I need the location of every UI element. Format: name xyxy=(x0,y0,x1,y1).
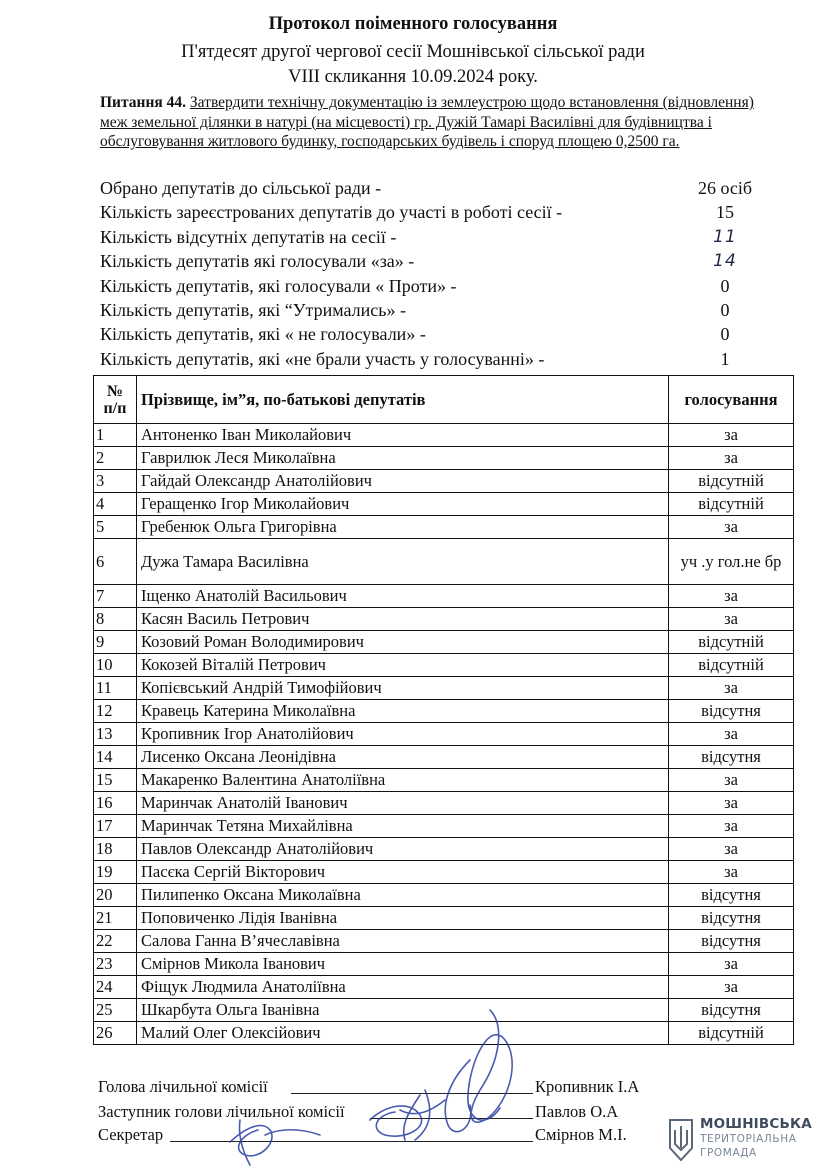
deputy-name: Маринчак Тетяна Михайлівна xyxy=(137,815,669,838)
table-row xyxy=(94,930,794,953)
header-name: Прізвище, ім”я, по-батькові депутатів xyxy=(137,376,669,424)
table-row xyxy=(94,907,794,930)
deputy-name: Дужа Тамара Василівна xyxy=(137,539,669,585)
table-row xyxy=(94,677,794,700)
vote-result: за xyxy=(669,976,794,999)
row-number: 14 xyxy=(94,746,137,769)
row-number: 6 xyxy=(94,539,137,585)
question-text: Затвердити технічну документацію із землеустрою щодо встановлення (відновлення) меж земельної ділянки в натурі (на місцевості) гр. Дужій Тамарі Василівні для будівництва і обслуговування житлового будинку, господарських будівель і споруд площею 0,2500 га. xyxy=(100,94,754,150)
stat-label: Кількість депутатів які голосували «за» - xyxy=(100,251,415,272)
table-row xyxy=(94,792,794,815)
deputy-name: Поповиченко Лідія Іванівна xyxy=(137,907,669,930)
stat-row xyxy=(100,176,790,200)
table-row xyxy=(94,861,794,884)
stat-row xyxy=(100,249,790,273)
table-row xyxy=(94,746,794,769)
vote-result: відсутня xyxy=(669,884,794,907)
table-row xyxy=(94,608,794,631)
stat-label: Кількість депутатів, які “Утримались» - xyxy=(100,299,406,320)
vote-result: за xyxy=(669,792,794,815)
row-number: 15 xyxy=(94,769,137,792)
table-row xyxy=(94,838,794,861)
stat-row xyxy=(100,200,790,224)
table-row xyxy=(94,470,794,493)
table-row xyxy=(94,815,794,838)
deputy-name: Фіщук Людмила Анатоліївна xyxy=(137,976,669,999)
stat-value: 26 осіб xyxy=(697,178,753,198)
vote-result: уч .у гол.не бр xyxy=(669,539,794,585)
deputy-name: Козовий Роман Володимирович xyxy=(137,631,669,654)
session-title: П'ятдесят другої чергової сесії Мошнівської сільської ради xyxy=(181,42,645,62)
table-row xyxy=(94,976,794,999)
deputy-name: Малий Олег Олексійович xyxy=(137,1022,669,1045)
deputy-name: Пилипенко Оксана Миколаївна xyxy=(137,884,669,907)
deputy-name: Гребенюк Ольга Григорівна xyxy=(137,516,669,539)
stat-row xyxy=(100,322,790,346)
header-num-line1: № xyxy=(106,382,124,400)
row-number: 7 xyxy=(94,585,137,608)
deputy-name: Кравець Катерина Миколаївна xyxy=(137,700,669,723)
table-row xyxy=(94,516,794,539)
vote-result: відсутня xyxy=(669,930,794,953)
deputy-name: Смірнов Микола Іванович xyxy=(137,953,669,976)
signature-row-chair xyxy=(98,1077,698,1099)
stat-label: Кількість відсутніх депутатів на сесії - xyxy=(100,226,397,247)
vote-result: відсутня xyxy=(669,746,794,769)
stat-value: 0 xyxy=(720,275,730,296)
vote-result: за xyxy=(669,838,794,861)
row-number: 25 xyxy=(94,999,137,1022)
row-number: 1 xyxy=(94,424,137,447)
deputy-name: Копієвський Андрій Тимофійович xyxy=(137,677,669,700)
stat-label: Кількість зареєстрованих депутатів до участі в роботі сесії - xyxy=(100,202,563,223)
vote-result: за xyxy=(669,516,794,539)
deputy-name: Кокозей Віталій Петрович xyxy=(137,654,669,677)
votes-body xyxy=(94,424,794,1045)
deputy-name: Геращенко Ігор Миколайович xyxy=(137,493,669,516)
stat-row xyxy=(100,347,790,371)
signature-role: Заступник голови лічильної комісії xyxy=(98,1102,345,1121)
deputy-name: Шкарбута Ольга Іванівна xyxy=(137,999,669,1022)
stat-row xyxy=(100,225,790,249)
deputy-name: Гайдай Олександр Анатолійович xyxy=(137,470,669,493)
row-number: 19 xyxy=(94,861,137,884)
vote-result: відсутній xyxy=(669,493,794,516)
header-num-line2: п/п xyxy=(103,399,127,417)
signature-line xyxy=(170,1141,533,1142)
table-row xyxy=(94,654,794,677)
row-number: 16 xyxy=(94,792,137,815)
row-number: 13 xyxy=(94,723,137,746)
row-number: 12 xyxy=(94,700,137,723)
header-num xyxy=(94,376,137,424)
row-number: 2 xyxy=(94,447,137,470)
votes-table xyxy=(93,375,794,1045)
deputy-name: Іщенко Анатолій Васильович xyxy=(137,585,669,608)
vote-result: за xyxy=(669,861,794,884)
table-row xyxy=(94,585,794,608)
protocol-title: Протокол поіменного голосування xyxy=(268,14,558,34)
signature-row-deputy xyxy=(98,1102,698,1124)
vote-result: за xyxy=(669,815,794,838)
trident-emblem-icon xyxy=(668,1118,694,1162)
row-number: 5 xyxy=(94,516,137,539)
vote-result: за xyxy=(669,447,794,470)
row-number: 24 xyxy=(94,976,137,999)
signature-name: Павлов О.А xyxy=(535,1102,619,1121)
deputy-name: Лисенко Оксана Леонідівна xyxy=(137,746,669,769)
row-number: 8 xyxy=(94,608,137,631)
stat-label: Обрано депутатів до сільської ради - xyxy=(100,178,382,198)
convocation-date: VIII скликання 10.09.2024 року. xyxy=(288,67,538,87)
table-row xyxy=(94,999,794,1022)
table-row xyxy=(94,447,794,470)
signature-row-secretary xyxy=(98,1125,698,1147)
signature-name: Кропивник І.А xyxy=(535,1077,640,1096)
table-row xyxy=(94,424,794,447)
table-row xyxy=(94,953,794,976)
table-header-row xyxy=(94,376,794,424)
header-vote: голосування xyxy=(669,376,794,424)
stat-value: 11 xyxy=(713,226,737,247)
community-logo xyxy=(668,1116,818,1164)
vote-result: відсутній xyxy=(669,654,794,677)
row-number: 18 xyxy=(94,838,137,861)
signature-name: Смірнов М.І. xyxy=(535,1125,627,1144)
table-row xyxy=(94,723,794,746)
table-row xyxy=(94,631,794,654)
stat-value: 0 xyxy=(720,324,730,345)
vote-result: відсутня xyxy=(669,907,794,930)
vote-result: відсутній xyxy=(669,470,794,493)
logo-subtitle-1: ТЕРИТОРІАЛЬНА xyxy=(700,1133,797,1145)
vote-result: за xyxy=(669,769,794,792)
deputy-name: Гаврилюк Леся Миколаївна xyxy=(137,447,669,470)
deputy-name: Антоненко Іван Миколайович xyxy=(137,424,669,447)
table-row xyxy=(94,1022,794,1045)
vote-result: за xyxy=(669,424,794,447)
row-number: 22 xyxy=(94,930,137,953)
deputy-name: Маринчак Анатолій Іванович xyxy=(137,792,669,815)
table-row xyxy=(94,884,794,907)
row-number: 17 xyxy=(94,815,137,838)
vote-result: відсутня xyxy=(669,700,794,723)
vote-result: за xyxy=(669,608,794,631)
stat-label: Кількість депутатів, які голосували « Проти» - xyxy=(100,275,457,296)
vote-result: за xyxy=(669,953,794,976)
stat-value: 14 xyxy=(713,251,737,272)
stat-value: 0 xyxy=(720,299,730,320)
vote-result: за xyxy=(669,585,794,608)
signature-line xyxy=(291,1093,533,1094)
table-row xyxy=(94,769,794,792)
vote-result: за xyxy=(669,677,794,700)
stat-row xyxy=(100,274,790,298)
vote-result: відсутній xyxy=(669,631,794,654)
question-label: Питання 44. xyxy=(100,94,187,111)
row-number: 11 xyxy=(94,677,137,700)
deputy-name: Макаренко Валентина Анатоліївна xyxy=(137,769,669,792)
deputy-name: Павлов Олександр Анатолійович xyxy=(137,838,669,861)
logo-subtitle-2: ГРОМАДА xyxy=(700,1147,757,1159)
deputy-name: Салова Ганна В’ячеславівна xyxy=(137,930,669,953)
stats-list xyxy=(100,176,790,371)
vote-result: відсутній xyxy=(669,1022,794,1045)
deputy-name: Пасєка Сергій Вікторович xyxy=(137,861,669,884)
row-number: 20 xyxy=(94,884,137,907)
table-row xyxy=(94,700,794,723)
deputy-name: Касян Василь Петрович xyxy=(137,608,669,631)
table-row xyxy=(94,493,794,516)
signature-line xyxy=(370,1118,533,1119)
row-number: 9 xyxy=(94,631,137,654)
row-number: 23 xyxy=(94,953,137,976)
logo-title: МОШНІВСЬКА xyxy=(700,1116,812,1132)
table-row xyxy=(94,539,794,585)
signature-role: Секретар xyxy=(98,1125,164,1144)
stat-value: 1 xyxy=(720,348,730,369)
vote-result: за xyxy=(669,723,794,746)
row-number: 21 xyxy=(94,907,137,930)
row-number: 3 xyxy=(94,470,137,493)
row-number: 10 xyxy=(94,654,137,677)
question-block xyxy=(100,93,765,152)
row-number: 4 xyxy=(94,493,137,516)
stat-label: Кількість депутатів, які « не голосували» - xyxy=(100,324,426,345)
deputy-name: Кропивник Ігор Анатолійович xyxy=(137,723,669,746)
stat-row xyxy=(100,298,790,322)
stat-value: 15 xyxy=(716,202,734,223)
stat-label: Кількість депутатів, які «не брали участь у голосуванні» - xyxy=(100,348,545,369)
vote-result: відсутня xyxy=(669,999,794,1022)
row-number: 26 xyxy=(94,1022,137,1045)
signature-role: Голова лічильної комісії xyxy=(98,1077,268,1096)
